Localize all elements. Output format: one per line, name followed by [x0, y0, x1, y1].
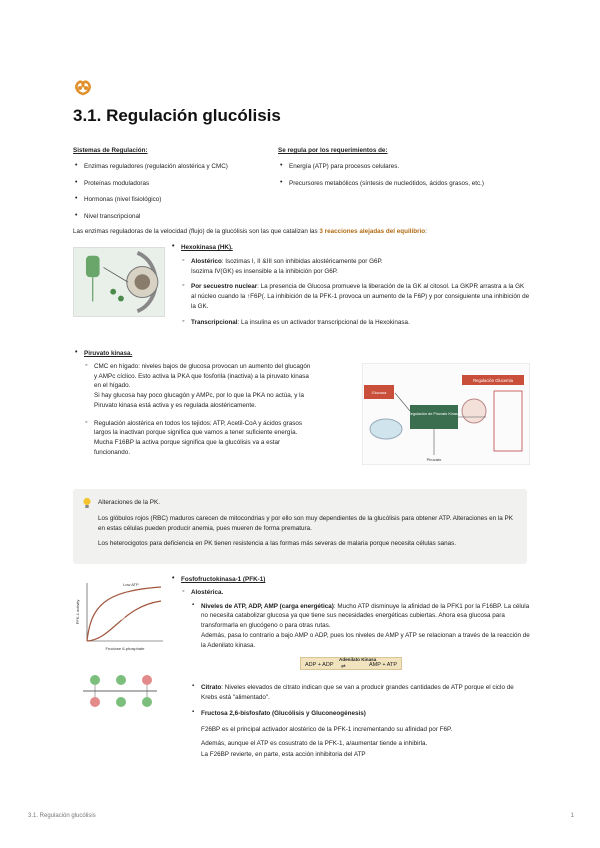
- hk-transcriptional: [180, 318, 530, 328]
- pk-alo-line: funcionando.: [94, 448, 131, 456]
- pyruvate-kinase-title: • Piruvato kinasa.: [73, 349, 363, 359]
- pfk-citrate: [190, 683, 530, 703]
- pyruvate-kinase-figure: [362, 363, 530, 465]
- pfk-f26bp: [190, 709, 530, 719]
- hk-nuclear: [180, 282, 530, 311]
- adenylate-kinase-equation: [300, 657, 402, 670]
- regulation-systems-header: Sistemas de Regulación:: [73, 147, 148, 154]
- hk-allosteric: [180, 257, 530, 277]
- pfk-allosteric: ◦ Alostérica.: [180, 588, 530, 598]
- f26bp-line: F26BP es el principal activador alostérico de la PFK-1 incrementando su afinidad por F6P.: [201, 725, 453, 733]
- pk-cmc-line: Si hay glucosa hay poco glucagón y AMPc, por lo que la PKA no actúa, y la: [94, 392, 305, 399]
- graph-high-atp: High ATP: [117, 615, 134, 620]
- hk-transcriptional-text: : La insulina es un activador transcripcional de la Hexokinasa.: [237, 318, 410, 326]
- hexokinase-title: • Hexokinasa (HK).: [170, 243, 530, 253]
- regulation-systems: [73, 146, 273, 229]
- intro-paragraph: [73, 227, 528, 237]
- hk-allosteric-text2: Isozima IV(GK) es insensible a la inhibición por G6P.: [191, 267, 338, 275]
- f26bp-line: La F26BP revierte, en parte, esta acción inhibitoria del ATP: [201, 751, 366, 758]
- pfk-f26bp-label: Fructosa 2,6-bisfosfato (Glucólisis y Gluconeogénesis): [201, 709, 366, 717]
- intro-text: Las enzimas reguladoras de la velocidad (flujo) de la glucólisis son las que catalizan las: [73, 228, 320, 235]
- footer-title: 3.1. Regulación glucólisis: [28, 813, 96, 819]
- pk-cmc: [83, 362, 363, 411]
- list-item: • Energía (ATP) para procesos celulares.: [278, 162, 528, 172]
- pfk-atp-levels: [190, 602, 530, 651]
- pfk-title: • Fosfofructokinasa-1 (PFK-1): [170, 575, 530, 585]
- graph-x-label: Fructose 6-phosphate: [105, 646, 145, 651]
- pk-alterations-callout: [73, 489, 527, 564]
- pretzel-icon: [73, 77, 93, 97]
- pk-allosteric: [83, 419, 363, 458]
- pk-cmc-line: y AMPc cíclico. Esto activa la PKA que fosforila (inactiva) a la piruvato kinasa: [94, 372, 309, 380]
- hk-allosteric-text: : Isozimas I, II &III son inhibidas alostéricamente por G6P.: [221, 257, 383, 265]
- page-number: 1: [570, 813, 574, 819]
- footer: [28, 812, 574, 821]
- callout-paragraph: Los glóbulos rojos (RBC) maduros carecen de mitocondrias y por ello son muy dependientes de la glucólisis para obtener ATP. Alteraciones en la PK en estas células pueden producir anemia, pues mueren de forma prematura.: [98, 514, 513, 532]
- pk-alo-line: Regulación alostérica en todos los tejidos: ATP, Acetil-CoA y ácidos grasos: [94, 419, 303, 427]
- pfk-atp-text2: Además, pasa lo contrario a bajo AMP o ADP, pues los niveles de AMP y ATP se relacionan a través de la reacción de la Adenilato kinasa.: [201, 631, 530, 649]
- pfk-citrate-text: : Niveles elevados de citrato indican que se van a producir grandes cantidades de ATP porque el ciclo de Krebs está "alimentado".: [201, 684, 514, 701]
- list-item: • Enzimas reguladores (regulación alostérica y CMC): [73, 162, 273, 172]
- pk-cmc-line: en el hígado.: [94, 382, 131, 390]
- intro-highlight: 3 reacciones alejadas del equilibrio: [319, 228, 426, 235]
- list-item: • Proteínas moduladoras: [73, 179, 273, 189]
- pk-cmc-line: Piruvato kinasa está activa y es regulada alostéricamente.: [94, 401, 257, 409]
- list-item: • Hormonas (nivel fisiológico): [73, 195, 273, 205]
- requirements-header: Se regula por los requerimientos de:: [278, 147, 388, 154]
- pfk-section: [170, 575, 530, 762]
- fig-label-pyruvate: Piruvato: [426, 457, 442, 462]
- pfk-atp-label: Niveles de ATP, ADP, AMP (carga energética): [201, 602, 334, 610]
- fig-label-pk: Regulación de Piruvato Kinasa: [408, 412, 460, 416]
- hk-allosteric-label: Alostérico: [191, 257, 222, 265]
- pfk-atp-text: : Mucho ATP disminuye la afinidad de la PFK1 por la F16BP. La célula no necesita catabolizar glucosa ya que tiene sus necesidades energéticas cubiertas. Ahora esa glucosa para transformarla en glucógeno o para otras rutas.: [201, 602, 530, 629]
- eq-arrow: ⇌: [341, 664, 346, 671]
- page-title: 3.1. Regulación glucólisis: [73, 106, 281, 125]
- requirements: [278, 146, 528, 195]
- list-item: • Nivel transcripcional: [73, 212, 273, 222]
- lightbulb-icon: [82, 497, 92, 509]
- hexokinase-section: [170, 243, 530, 334]
- intro-end: :: [425, 228, 427, 235]
- pfk-f26bp-details: [201, 725, 530, 760]
- f26bp-line: Además, aunque el ATP es cosustrato de la PFK-1, a/aumentar tiende a inhibirla.: [201, 740, 428, 748]
- callout-title: Alteraciones de la PK.: [98, 499, 160, 506]
- pfk-citrate-label: Citrato: [201, 684, 222, 692]
- eq-enzyme: Adenilato Kinasa: [339, 657, 377, 663]
- fig-label-glucose: Glucosa: [371, 390, 387, 395]
- list-item: • Precursores metabólicos (síntesis de nucleótidos, ácidos grasos, etc.): [278, 179, 528, 189]
- hk-nuclear-text: : La presencia de Glucosa promueve la liberación de la GK al citosol. La GKPR arrastra a la GK al núcleo cuando la ↑F6P(. La inhibición de la PFK-1 provoca un aumento de la F6P) y por consiguiente una inhibición de la GK.: [191, 283, 530, 310]
- pk-alo-line: Mucha F16BP la activa porque significa que la glucólisis va a estar: [94, 439, 281, 446]
- graph-low-atp: Low ATP: [123, 582, 139, 587]
- hexokinase-figure: [73, 247, 165, 317]
- hk-transcriptional-label: Transcripcional: [191, 318, 238, 326]
- eq-left: ADP + ADP: [305, 662, 334, 669]
- hk-nuclear-label: Por secuestro nuclear: [191, 283, 258, 291]
- pyruvate-kinase-section: [73, 349, 363, 465]
- eq-right: AMP + ATP: [369, 662, 398, 669]
- pfk-activity-graph: [73, 577, 167, 655]
- callout-paragraph: Los heterocigotos para deficiencia en PK tienen resistencia a las formas más severas de malaria porque necesita células sanas.: [98, 540, 457, 548]
- pk-cmc-line: CMC en hígado: niveles bajos de glucosa provocan un aumento del glucagón: [94, 362, 311, 370]
- graph-y-label: PFK-1 activity: [75, 599, 80, 625]
- pk-alo-line: largos la inactivan porque significa que vamos a tener suficiente energía.: [94, 429, 298, 437]
- fig-label-glycemia: Regulación Glucemia: [473, 378, 513, 383]
- pfk-pathway-figure: [73, 666, 167, 716]
